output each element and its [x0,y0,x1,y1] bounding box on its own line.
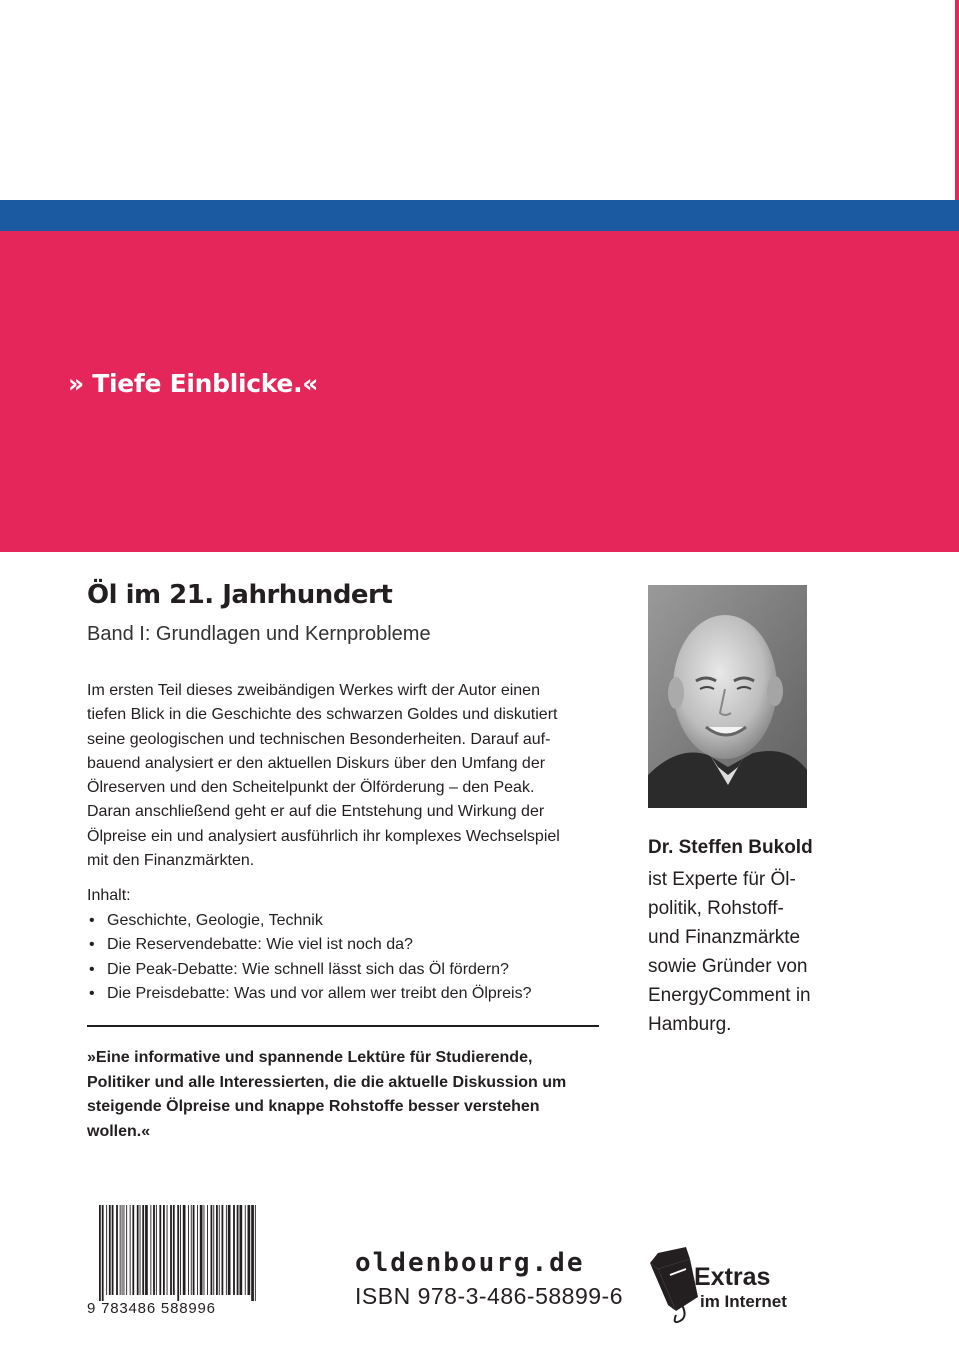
barcode-bar [245,1205,246,1295]
barcode-bar [233,1205,235,1295]
blue-stripe [0,200,959,231]
review-quote [87,1046,597,1144]
barcode-bar [183,1205,186,1295]
barcode-bar [116,1205,118,1295]
barcode-bar [219,1205,220,1295]
barcode-bar [106,1205,107,1295]
book-title: Öl im 21. Jahrhundert [87,580,393,610]
quote-line: »Eine informative und spannende Lektüre für Studierende, [87,1049,533,1066]
contents-list [87,909,531,1007]
barcode-bar [228,1205,231,1295]
barcode-bar [124,1205,125,1295]
barcode-bar [122,1205,123,1295]
top-right-accent [955,0,959,200]
barcode-bar [145,1205,148,1295]
publisher-website: oldenbourg.de [355,1248,585,1278]
barcode-bar [173,1205,175,1295]
barcode-bar [193,1205,195,1295]
barcode-bar [251,1205,254,1301]
bio-line: EnergyComment in [648,985,811,1006]
barcode-bar [102,1205,104,1301]
bio-line: sowie Gründer von [648,956,808,977]
contents-label: Inhalt: [87,887,131,904]
barcode-number: 9 783486 588996 [87,1300,216,1315]
barcode-bar [211,1205,213,1295]
description-line: Daran anschließend geht er auf die Entstehung und Wirkung der [87,803,545,821]
barcode-bar [126,1205,127,1295]
barcode-bar [213,1205,214,1295]
barcode-bar [99,1205,101,1301]
barcode-bar [112,1205,114,1295]
barcode-bar [130,1205,131,1295]
barcode-bar [200,1205,203,1295]
barcode-bar [237,1205,239,1295]
barcode-bar [188,1205,189,1295]
list-item: • Die Preisdebatte: Was und vor allem wer treibt den Ölpreis? [87,982,531,1006]
bio-line: politik, Rohstoff- [648,898,784,919]
barcode-bar [197,1205,198,1295]
list-item: • Geschichte, Geologie, Technik [87,909,531,933]
list-item: • Die Peak-Debatte: Wie schnell lässt sich das Öl fördern? [87,958,531,982]
barcode-bar [153,1205,155,1295]
extras-sublabel: im Internet [700,1292,787,1311]
barcode-bar [167,1205,168,1295]
bio-line: ist Experte für Öl- [648,869,796,890]
barcode [87,1205,262,1315]
isbn: ISBN 978-3-486-58899-6 [355,1283,623,1309]
barcode-bars [99,1205,256,1301]
barcode-bar [222,1205,224,1295]
description-line: Ölpreise ein und analysiert ausführlich ihr komplexes Wechselspiel [87,827,560,845]
quote-line: steigende Ölpreise und knappe Rohstoffe besser verstehen [87,1098,540,1115]
bio-line: Hamburg. [648,1014,732,1035]
barcode-bar [226,1205,227,1295]
barcode-bar [207,1205,208,1295]
barcode-bar [142,1205,144,1295]
barcode-bar [120,1205,121,1295]
barcode-bar [109,1205,111,1295]
author-name: Dr. Steffen Bukold [648,837,813,858]
barcode-bar [132,1205,134,1295]
description-line: bauend analysiert er den aktuellen Diskurs über den Umfang der [87,754,546,772]
extras-logo [648,1245,838,1325]
barcode-bar [255,1205,256,1301]
barcode-bar [204,1205,205,1295]
barcode-bar [216,1205,218,1295]
description-line: seine geologischen und technischen Besonderheiten. Darauf auf- [87,730,551,748]
extras-label: Extras [694,1263,771,1291]
barcode-bar [163,1205,165,1295]
barcode-bar [137,1205,139,1295]
divider [87,1025,599,1027]
barcode-bar [240,1205,243,1295]
barcode-bar [180,1205,181,1295]
quote-line: wollen.« [87,1122,151,1140]
barcode-bar [159,1205,161,1295]
book-subtitle: Band I: Grundlagen und Kernprobleme [87,623,431,645]
barcode-bar [150,1205,151,1295]
description-line: tiefen Blick in die Geschichte des schwarzen Goldes und diskutiert [87,706,558,724]
bio-line: und Finanzmärkte [648,927,801,948]
book-description [87,679,607,873]
author-bio [648,865,878,1039]
barcode-bar [156,1205,157,1295]
barcode-bar [170,1205,172,1295]
description-line: Ölreserven und den Scheitelpunkt der Ölförderung – den Peak. [87,779,535,797]
quote-line: Politiker und alle Interessierten, die die aktuelle Diskussion um [87,1073,567,1091]
description-line: Im ersten Teil dieses zweibändigen Werkes wirft der Autor einen [87,682,540,699]
author-photo [648,585,807,808]
tagline: » Tiefe Einblicke.« [68,369,319,398]
barcode-bar [140,1205,141,1295]
list-item: • Die Reservendebatte: Wie viel ist noch da? [87,933,531,957]
barcode-bar [248,1205,251,1295]
barcode-bar [177,1205,179,1301]
description-line: mit den Finanzmärkten. [87,852,255,870]
barcode-bar [191,1205,192,1295]
